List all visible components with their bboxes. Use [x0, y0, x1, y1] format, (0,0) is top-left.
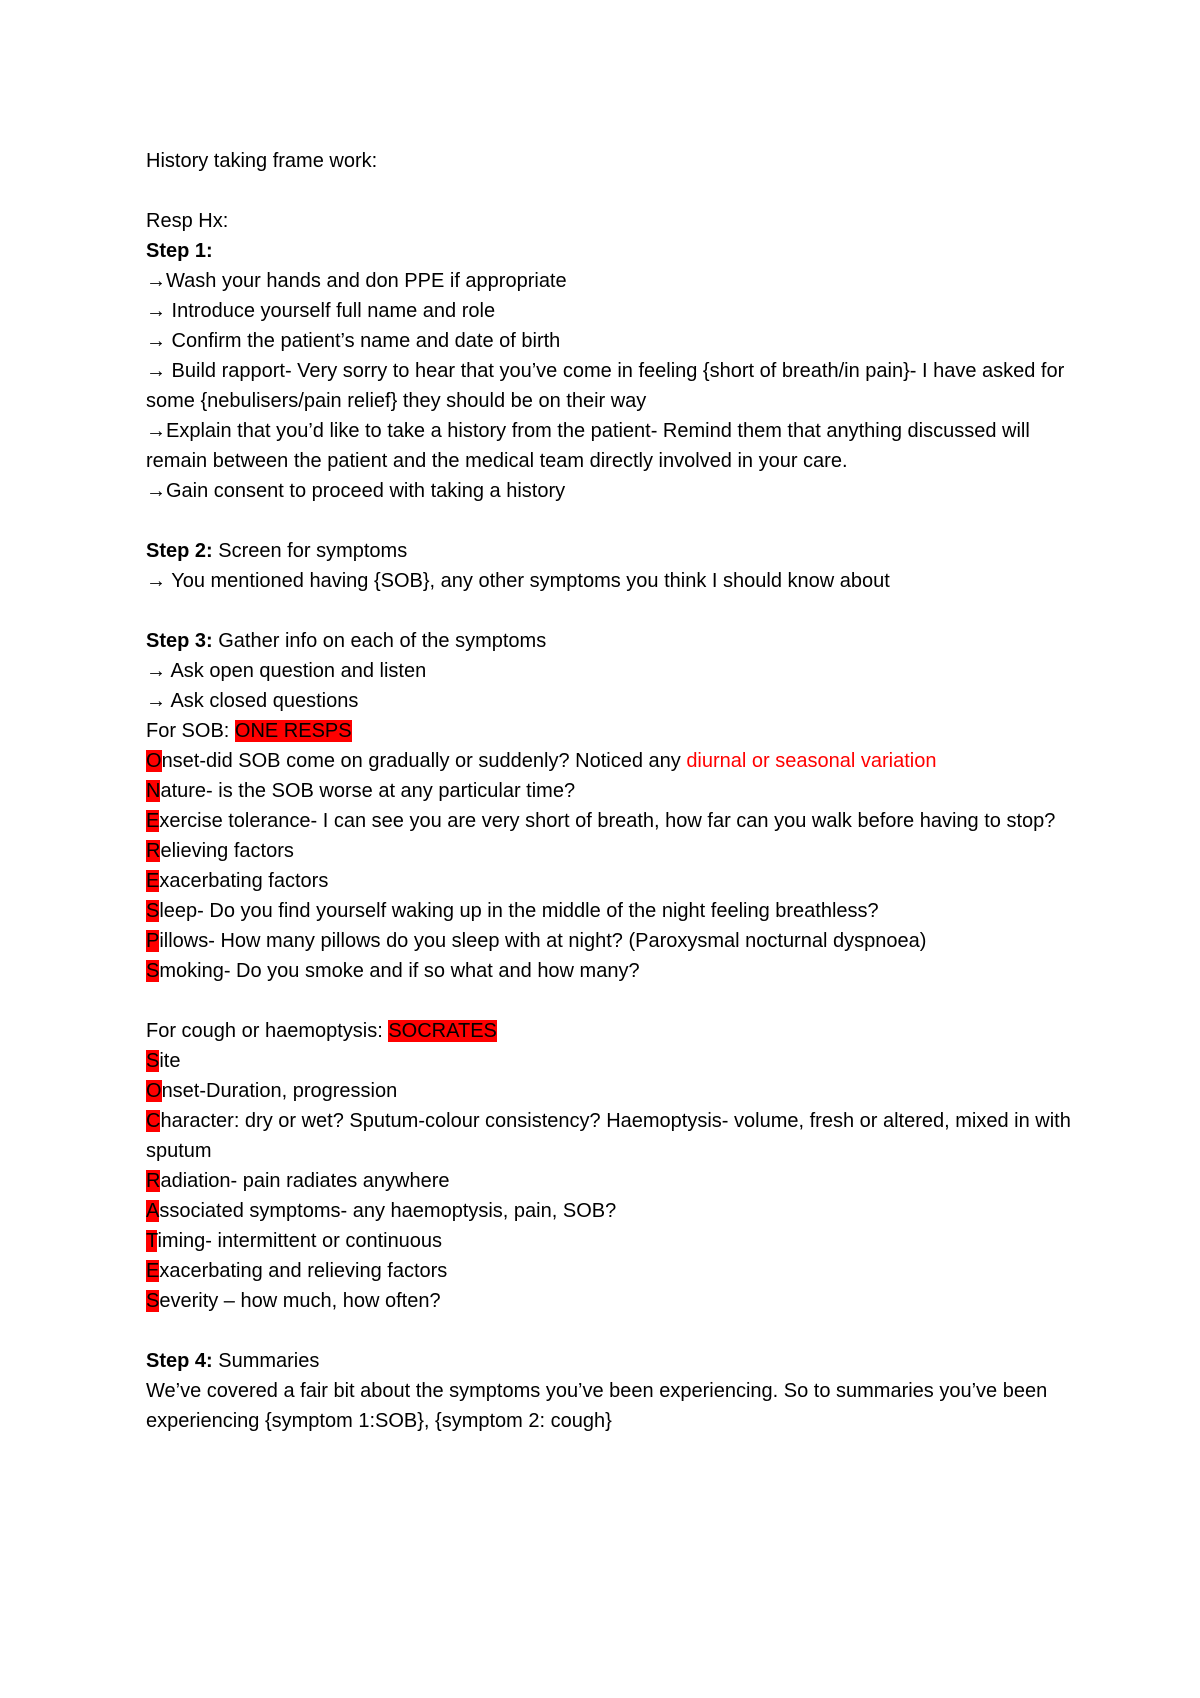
mnemonic-letter-highlight: R: [146, 1170, 161, 1192]
mnemonic-text: xacerbating and relieving factors: [159, 1260, 448, 1282]
step1-item: → Introduce yourself full name and role: [146, 300, 496, 322]
mnemonic-letter-highlight: A: [146, 1200, 160, 1222]
step3-text: Gather info on each of the symptoms: [212, 630, 547, 652]
mnemonic-row: [146, 1166, 1076, 1196]
mnemonic-text: haracter: dry or wet? Sputum-colour consistency? Haemoptysis- volume, fresh or altered, mixed in with sputum: [146, 1110, 1071, 1162]
mnemonic-letter-highlight: E: [146, 1260, 160, 1282]
mnemonic-letter-highlight: S: [146, 1290, 160, 1312]
step3-item: → Ask open question and listen: [146, 660, 427, 682]
step4-body: We’ve covered a fair bit about the symptoms you’ve been experiencing. So to summaries you’ve been experiencing {symptom 1:SOB}, {symptom 2: cough}: [146, 1380, 1048, 1432]
mnemonic-row: [146, 1076, 1076, 1106]
mnemonic-text: leep- Do you find yourself waking up in the middle of the night feeling breathless?: [159, 900, 879, 922]
step2-text: Screen for symptoms: [212, 540, 408, 562]
step1-item: →Wash your hands and don PPE if appropriate: [146, 270, 567, 292]
step1-label: Step 1:: [146, 240, 213, 262]
mnemonic-letter-highlight: S: [146, 1050, 160, 1072]
sob-mnemonic-list: [146, 746, 1076, 986]
mnemonic-letter-highlight: E: [146, 810, 160, 832]
step1-item: →Gain consent to proceed with taking a history: [146, 480, 566, 502]
cough-intro: For cough or haemoptysis:: [146, 1020, 389, 1042]
step4-text: Summaries: [212, 1350, 320, 1372]
mnemonic-letter-highlight: O: [146, 1080, 162, 1102]
step2-label: Step 2:: [146, 540, 213, 562]
step3-item: → Ask closed questions: [146, 690, 359, 712]
step1-item: → Build rapport- Very sorry to hear that you’ve come in feeling {short of breath/in pain}- I have asked for some {nebulisers/pain relief} they should be on their way: [146, 360, 1065, 412]
sob-intro-line: [146, 716, 1076, 746]
mnemonic-text: xacerbating factors: [159, 870, 329, 892]
mnemonic-letter-highlight: O: [146, 750, 162, 772]
step1-item: →Explain that you’d like to take a history from the patient- Remind them that anything discussed will remain between the patient and the medical team directly involved in your care.: [146, 420, 1030, 472]
mnemonic-letter-highlight: S: [146, 960, 160, 982]
mnemonic-text: xercise tolerance- I can see you are very short of breath, how far can you walk before having to stop?: [159, 810, 1056, 832]
socrates-mnemonic-list: [146, 1046, 1076, 1316]
sob-intro: For SOB:: [146, 720, 235, 742]
mnemonic-letter-highlight: C: [146, 1110, 161, 1132]
cough-mnemonic-highlight: SOCRATES: [388, 1020, 497, 1042]
emphasis-text: diurnal or seasonal variation: [686, 750, 937, 772]
mnemonic-text: ature- is the SOB worse at any particular time?: [160, 780, 576, 802]
cough-intro-line: [146, 1016, 1076, 1046]
step2-item: → You mentioned having {SOB}, any other symptoms you think I should know about: [146, 570, 890, 592]
mnemonic-row: [146, 836, 1076, 866]
mnemonic-row: [146, 1226, 1076, 1256]
mnemonic-letter-highlight: N: [146, 780, 161, 802]
mnemonic-row: [146, 746, 1076, 776]
mnemonic-letter-highlight: E: [146, 870, 160, 892]
step2-heading: [146, 536, 1076, 566]
mnemonic-text: ite: [159, 1050, 181, 1072]
mnemonic-row: [146, 1196, 1076, 1226]
step1-item: → Confirm the patient’s name and date of birth: [146, 330, 561, 352]
mnemonic-text: nset-Duration, progression: [161, 1080, 398, 1102]
step3-label: Step 3:: [146, 630, 213, 652]
sob-mnemonic-highlight: ONE RESPS: [234, 720, 352, 742]
mnemonic-row: [146, 866, 1076, 896]
mnemonic-row: [146, 956, 1076, 986]
mnemonic-text: elieving factors: [160, 840, 294, 862]
step3-heading: [146, 626, 1076, 656]
mnemonic-row: [146, 926, 1076, 956]
mnemonic-letter-highlight: P: [146, 930, 160, 952]
step4-label: Step 4:: [146, 1350, 213, 1372]
mnemonic-row: [146, 1106, 1076, 1166]
mnemonic-letter-highlight: S: [146, 900, 160, 922]
mnemonic-row: [146, 1046, 1076, 1076]
mnemonic-row: [146, 776, 1076, 806]
mnemonic-text: everity – how much, how often?: [159, 1290, 441, 1312]
section-title-resp: Resp Hx:: [146, 210, 229, 232]
mnemonic-text: ssociated symptoms- any haemoptysis, pain, SOB?: [159, 1200, 617, 1222]
mnemonic-row: [146, 806, 1076, 836]
document-page: [146, 146, 1076, 1436]
mnemonic-letter-highlight: T: [146, 1230, 158, 1252]
mnemonic-text: moking- Do you smoke and if so what and how many?: [159, 960, 640, 982]
mnemonic-text: nset-did SOB come on gradually or suddenly? Noticed any: [161, 750, 687, 772]
mnemonic-row: [146, 1256, 1076, 1286]
mnemonic-text: adiation- pain radiates anywhere: [160, 1170, 450, 1192]
mnemonic-row: [146, 896, 1076, 926]
doc-title: History taking frame work:: [146, 150, 378, 172]
mnemonic-text: illows- How many pillows do you sleep with at night? (Paroxysmal nocturnal dyspnoea): [159, 930, 927, 952]
step4-heading: [146, 1346, 1076, 1376]
mnemonic-row: [146, 1286, 1076, 1316]
mnemonic-letter-highlight: R: [146, 840, 161, 862]
mnemonic-text: iming- intermittent or continuous: [157, 1230, 443, 1252]
